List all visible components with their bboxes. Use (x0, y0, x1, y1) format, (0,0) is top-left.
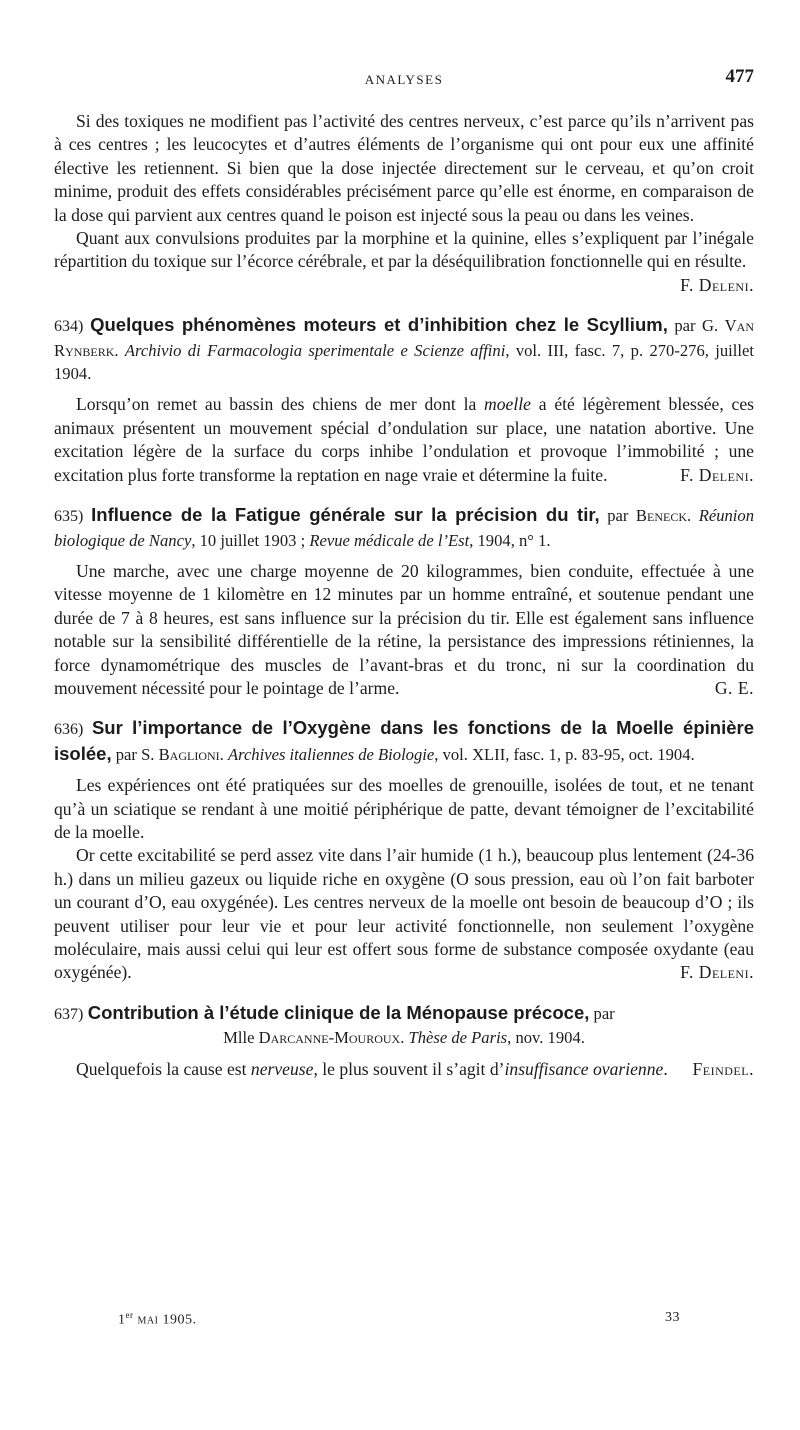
abstract-entry-637 (54, 1001, 754, 1081)
emphasis: moelle (484, 394, 531, 415)
entry-body: Les expériences ont été pratiquées sur des moelles de grenouille, isolées de tout, et ne tenant qu’à un sciatique se rendant à une moitié périphérique de patte, devant témoigner de l’excitabilité de la moelle. (54, 775, 754, 842)
body-text: , le plus souvent il s’agit d’ (313, 1058, 505, 1079)
reference-details: , nov. 1904. (507, 1028, 585, 1048)
running-title: ANALYSES (364, 72, 444, 87)
author-name: Darcanne-Mouroux (258, 1028, 401, 1048)
entry-heading (54, 503, 754, 552)
reference-text: . (400, 1028, 409, 1048)
signature: G. E. (714, 677, 754, 698)
reference-text: Mlle (223, 1028, 259, 1048)
journal-name: Réunion biologique de Nancy (54, 506, 754, 550)
page-footer (118, 1310, 680, 1332)
abstract-entry-634 (54, 313, 754, 487)
journal-name: Thèse de Paris (408, 1028, 508, 1048)
entry-heading (54, 716, 754, 766)
emphasis: insuffisance ovarienne (504, 1058, 664, 1079)
entry-body (54, 1058, 754, 1081)
page-content (54, 110, 754, 1081)
signature: F. Deleni. (680, 962, 754, 983)
signature: F. Deleni. (680, 464, 754, 485)
reference-text: par (589, 1003, 615, 1023)
signature-mark: 33 (665, 1310, 680, 1325)
entry-number: 636) (54, 721, 84, 739)
author-name: Van Rynberk (54, 316, 754, 360)
reference-details: , vol. III, fasc. 7, p. 270-276, juillet 1904. (54, 340, 754, 384)
entry-heading (54, 1001, 754, 1050)
entry-number: 637) (54, 1005, 84, 1023)
body-text: Or cette excitabilité se perd assez vite dans l’air humide (1 h.), beaucoup plus lentement (24-36 h.) dans un milieu gazeux ou liquide riche en oxygène (O sous pression, eau où l’on fait barboter un courant d’O, eau oxygénée). Les centres nerveux de la moelle ont besoin de beaucoup d’O ; ils peuvent utiliser pour leur vie et pour leur activité fonctionnelle, non seulement l’oxygène moléculaire, mais aussi celui qui leur est offert sous forme de substance composée oxydante (eau oxygénée). (54, 845, 754, 983)
signature: Feindel. (692, 1058, 754, 1079)
author-name: Baglioni (158, 744, 220, 764)
paragraph-text: Quant aux convulsions produites par la morphine et la quinine, elles s’expliquent par l’inégale répartition du toxique sur l’écorce cérébrale, et par la déséquilibration fonctionnelle qui en résulte. (54, 228, 754, 272)
page-number: 477 (725, 66, 754, 87)
abstract-entry-636 (54, 716, 754, 984)
paragraph: Si des toxiques ne modifient pas l’activité des centres nerveux, c’est parce qu’ils n’arrivent pas à ces centres ; les leucocytes et d’autres éléments de l’organisme qui ont pour eux une affinité élective les retiennent. Si bien que la dose injectée directement sur le cerveau, et qu’on croit minime, produit des effets considérables précisément parce qu’elle est énorme, en comparaison de la dose qui parvient aux centres quand le poison est injecté sous la peau ou dans les veines. (54, 111, 754, 225)
body-text: a été légèrement blessée, ces animaux présentent un mouvement spécial d’ondulation sur place, une natation abortive. Une excitation légère de la surface du corps inhibe l’ondulation et provoque l’immobilité ; une excitation plus forte transforme la reptation en nage vraie et détermine la fuite. (54, 394, 754, 485)
entry-number: 635) (54, 508, 84, 526)
signature: F. Deleni. (680, 274, 754, 295)
entry-title: Contribution à l’étude clinique de la Ménopause précoce, (87, 1001, 590, 1023)
page-header (54, 66, 754, 92)
body-text: Une marche, avec une charge moyenne de 20 kilogrammes, bien conduite, effectuée à une vitesse moyenne de 1 kilomètre en 12 minutes par un homme entraîné, et soutenue pendant une durée de 7 à 8 heures, est sans influence sur la précision du tir. Elle est également sans influence notable sur la sensibilité différentielle de la rétine, la persistance des impressions rétiniennes, la force dynamométrique des muscles de l’avant-bras et du tronc, ni sur la coordination du mouvement nécessité pour le pointage de l’arme. (54, 560, 754, 698)
entry-body (54, 393, 754, 487)
reference-details: , vol. XLII, fasc. 1, p. 83-95, oct. 1904. (434, 744, 695, 764)
body-text: . (663, 1058, 668, 1079)
reference-text: par S. (111, 744, 159, 764)
emphasis: nerveuse (250, 1058, 314, 1079)
entry-number: 634) (54, 318, 84, 336)
entry-body (54, 560, 754, 700)
reference-details: , 1904, n° 1. (469, 530, 551, 550)
reference-text: par G. (667, 316, 725, 336)
journal-name: Revue médicale de l’Est (309, 530, 470, 550)
reference-line (54, 1026, 754, 1049)
issue-date-day: 1 (118, 1312, 126, 1328)
issue-date-ordinal: er (125, 1310, 134, 1320)
entry-title: Influence de la Fatigue générale sur la précision du tir, (91, 504, 600, 526)
body-text: Quelquefois la cause est (76, 1058, 251, 1079)
reference-text: par (599, 506, 636, 526)
entry-title: Sur l’importance de l’Oxygène dans les fonctions de la Moelle épinière isolée, (54, 717, 755, 764)
intro-continuation (54, 110, 754, 297)
reference-text: . (219, 744, 228, 764)
entry-heading (54, 313, 754, 385)
issue-date-rest: mai 1905. (133, 1312, 197, 1328)
reference-text: . (687, 506, 699, 526)
reference-text: , 10 juillet 1903 ; (191, 530, 310, 550)
entry-body (54, 844, 754, 984)
issue-date (118, 1310, 196, 1329)
abstract-entry-635 (54, 503, 754, 700)
journal-name: Archivio di Farmacologia sperimentale e Scienze affini (124, 340, 506, 360)
journal-name: Archives italiennes de Biologie (227, 744, 435, 764)
entry-title: Quelques phénomènes moteurs et d’inhibition chez le Scyllium, (90, 314, 668, 336)
author-name: Beneck (635, 506, 687, 526)
reference-text: . (114, 340, 125, 360)
body-text: Lorsqu’on remet au bassin des chiens de mer dont la (76, 394, 485, 415)
paragraph (54, 227, 754, 295)
